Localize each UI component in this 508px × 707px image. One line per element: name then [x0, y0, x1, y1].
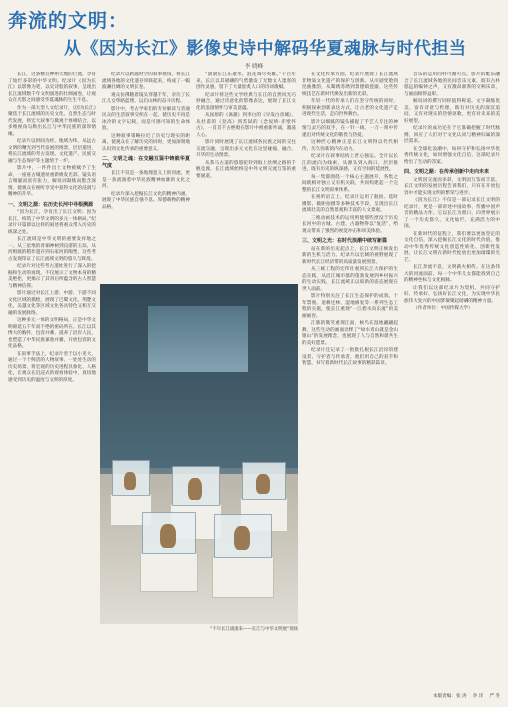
paragraph: 这种多元一体的文明格局，正是中华文明绵延五千年而不绝的密码所在。长江以其博大的胸怀，包容并蓄，滋养了沿岸人民，也塑造了中华民族兼收并蓄、开放包容的文化品格。 [8, 318, 96, 349]
paragraph: 在全球化浪潮中，如何守护和弘扬中华优秀传统文化，如何增强文化自信，这部纪录片给出了生动的答案。 [404, 146, 500, 165]
photo-artifact [234, 526, 250, 550]
paragraph: 从三峡工程的宏伟壮观到长江大保护的生态实践，从沿江城市群的蓬勃发展到乡村振兴的生动实践，长江流域正以崭新的姿态展现在世人面前。 [302, 267, 398, 292]
paragraph: 文明因交流而多彩，文明因互鉴而丰富。长江文明的发展历程告诉我们，只有在开放包容中才能实现文明的繁荣与进步。 [404, 177, 500, 196]
paragraph: 这种匠心精神正是长江文明得以代代相传、历久弥新的内在动力。 [302, 140, 398, 152]
paragraph: 纪录片还记录了一批批扎根长江沿岸的建设者、守护者与传承者，他们用自己的双手和智慧，书写着新时代长江故事的精彩篇章。 [302, 348, 398, 366]
article-column-5 [404, 72, 500, 632]
paragraph: 纪录片以时间为经、地域为纬，从远古文明的曙光到当代发展的图景，层层递进，将长江流域的考古发现、文化遗产、民族交融与生态保护等主题熔于一炉。 [8, 139, 96, 164]
paragraph: 在叙事手法上，纪录片善于以小见大，通过一个个鲜活的人物故事、一处处生动的历史场景，将宏观的历史进程具象化、人格化，让观众在沉浸式的观看体验中，真切地感受到历史的温度与文明的厚度。 [8, 351, 96, 383]
article-header [0, 0, 508, 68]
article-column-1 [8, 72, 96, 700]
paragraph: “滚滚长江东逝水，浪花淘尽英雄。”千百年来，长江以其磅礴的气势激发了无数文人墨客的创作灵感，留下了大量脍炙人口的诗词歌赋。 [196, 72, 296, 90]
paragraph: 在新时代的征程上，我们要以更加坚定的文化自信，深入挖掘长江文化的时代价值，推动中华优秀传统文化创造性转化、创新性发展，让长江文明在新时代绽放出更加璀璨的光芒。 [404, 231, 500, 263]
paragraph: “因为长江，孕育出了长江文明；因为长江，构筑了中华文明的多元一体格局。”纪录片开篇即以这样的叙述将观众带入历史的纵深之处。 [8, 210, 96, 235]
article-column-2 [102, 72, 190, 282]
paragraph: 影片中，一件件出土文物被赋予了生命，一座座古城遗址重新焕发光彩。镜头语言细腻而富有张力，解说词凝练而饱含深情，使观众在视听享受中获得文化的浸润与精神的升华。 [8, 166, 96, 197]
paragraph: 纪录片在叙事结构上匠心独运。全片以长江的流向为线索，从源头到入海口，层层推进，既有历史的纵深感，又有空间的延展性。 [302, 154, 398, 172]
section-heading: 三、文明之光：在时代浪潮中续写新篇 [302, 238, 388, 244]
photo-artifact [124, 472, 136, 490]
photo-artifact [188, 478, 202, 500]
photo-display-base [212, 556, 274, 598]
paragraph: 作为一部大型人文纪录片，《因为长江》聚焦于长江流域的历史文化、自然生态与时代发展，将宏大叙事与微观个体相结合，以多维视角勾勒出长江与中华民族的深厚情缘。 [8, 105, 96, 137]
paragraph: 《因为长江》不仅是一部记录长江文明的纪录片，更是一部讲述中国故事、传播中国声音的精品力作。它以长江为窗口，向世界展示了一个历史悠久、文化灿烂、充满活力的中国。 [404, 198, 500, 229]
paragraph: 长江奔流不息，文明薪火相传。在这条伟大的河流面前，每一个中华儿女都能找到自己的精神坐标与文化根脉。 [404, 265, 500, 283]
paragraph: 影片中，考古学家们的专业解读与普通民众的生活叙事交织在一起，使历史不再是冰冷的文字记载，而是可感可知的生命体验。 [102, 106, 190, 131]
headline-subtitle: 从《因为长江》影像史诗中解码华夏魂脉与时代担当 [64, 39, 467, 59]
paragraph: 纪录片将这些文学经典与长江的自然风光巧妙融合，通过诗意化的影像表达，展现了长江文化的浪漫情怀与审美意蕴。 [196, 92, 296, 111]
paragraph: 从茶马古道的悠悠驼铃到海上丝绸之路的千帆竞渡，长江流域始终是中外文明交流互鉴的重要通道。 [196, 160, 296, 179]
paragraph: 影片同时展现了长江流域各民族之间的交往交流交融，呈现出多元文化在这里碰撞、融合、升华的生动图景。 [196, 140, 296, 158]
paragraph: 观众仿佛随着镜头穿越千年，亲历了长江儿女筚路蓝缕、以启山林的奋斗历程。 [102, 92, 190, 104]
paragraph: 从屈原的《离骚》到李白的《早发白帝城》，从杜甫的《登高》到苏轼的《念奴娇·赤壁怀古》，一首首千古绝唱在影片中被重新吟诵，激荡人心。 [196, 113, 296, 138]
photo-artifact [256, 474, 270, 494]
author-byline: 李 晓峰 [244, 64, 264, 70]
paragraph: 江豚的微笑重现江面，候鸟在湿地翩翩起舞，这些生动的画面诠释了“绿水青山就是金山银山”的发展理念，也展现了人与自然和谐共生的美好愿景。 [302, 321, 398, 346]
photo-artifact [160, 524, 176, 548]
paragraph: 纪录片深入挖掘长江文化的精神内涵，展现了中华民族自强不息、厚德载物的精神品格。 [102, 191, 190, 210]
paragraph: 这种叙事策略拉近了历史与现实的距离，使观众在了解历史的同时，更加深刻地认识到文化传承的重要意义。 [102, 133, 190, 152]
section-heading: 二、文明之魂：在交融互鉴中铸就华夏气度 [102, 156, 190, 169]
paragraph: 在视听语言上，纪录片运用了航拍、延时摄影、微距拍摄等多种技术手段，呈现出长江流域壮美的自然景观和丰富的人文景观。 [302, 195, 398, 213]
editor-credits: 本版责编：张 涛 李 洋 严 冬 [432, 694, 500, 699]
paragraph: 在文化传承方面，纪录片展现了长江流域非物质文化遗产的保护与创新。从川剧变脸到昆曲雅韵，从蜀绣苏绣到景德镇瓷器，这些传统技艺在新时代焕发出新的光彩。 [302, 72, 398, 97]
paragraph: 影片特别关注了长江生态保护的成效。十年禁渔、退耕还林、湿地修复等一系列生态工程的实施，使长江重现“一江碧水向东流”的美丽画卷。 [302, 294, 398, 319]
photo-caption: “不尽长江滚滚来——长江与中华文明展”现场 [210, 627, 298, 632]
paragraph: 年轻一代的传承人们在坚守传统的同时，积极探索创新表达方式，让古老的文化遗产走进现代生活，走向世界舞台。 [302, 99, 398, 117]
paragraph: 让我们以这部纪录片为契机，共同守护好、传承好、弘扬好长江文化，为实现中华民族伟大复兴的中国梦凝聚起磅礴的精神力量。 [404, 285, 500, 304]
paragraph: 影片以细腻的镜头捕捉了手艺人专注的神情与灵巧的双手，在一针一线、一刀一刻中传递出对传统文化的敬畏与热爱。 [302, 119, 398, 138]
paragraph: （作者单位：中国传媒大学） [413, 306, 473, 311]
paragraph: 长江流域是中华文明的重要发祥地之一。从三星堆的青铜神树到良渚的玉琮，从河姆渡的稻作遗存到石家河的陶塑，这些考古发现印证了长江流域文明的悠久与辉煌。 [8, 237, 96, 262]
headline-main: 奔流的文明： [8, 10, 129, 32]
paragraph: 三维动画技术的运用则使那些湮没于历史长河中的古城、古建、古器物得以“复活”，给观众带来了强烈的视觉冲击和审美体验。 [302, 215, 398, 234]
paragraph: 纪录片的成功还在于它准确把握了时代脉搏，回应了人们对于文化认同与精神归属的深层需求。 [404, 126, 500, 144]
paragraph: 音乐的运用同样可圈可点。影片的配乐融合了长江流域各地的民间音乐元素，既有古朴悠远的编钟之声，又有激昂澎湃的交响乐章，与画面相得益彰。 [404, 72, 500, 97]
paragraph: 影片通过对长江上游、中游、下游不同文化区域的描绘，展现了巴蜀文化、荆楚文化、吴越文化等区域文化各具特色又相互交融的发展脉络。 [8, 291, 96, 316]
paragraph: 纪录片以跨越时空的叙事视角，将长江流域各地的文化遗存串联起来，构成了一幅波澜壮阔的文明长卷。 [102, 72, 190, 90]
paragraph: 纪录片对这些考古遗址进行了深入的挖掘和生动的再现，不仅展示了文物本身的精美绝伦，更揭示了其背后所蕴含的古人智慧与精神信仰。 [8, 264, 96, 289]
exhibition-photo [100, 284, 298, 624]
article-column-4 [302, 72, 398, 632]
paragraph: 站在新的历史起点上，长江文明正焕发出新的生机与活力。纪录片以宏阔的视野展现了新时代长江经济带的高质量发展图景。 [302, 246, 398, 265]
paragraph: 长江不仅是一条地理意义上的河流，更是一条流淌着中华民族精神血脉的文化之河。 [102, 171, 190, 189]
article-column-3 [196, 72, 296, 282]
paragraph: 解说词的撰写同样值得称道。文字凝练优美，富有诗意与哲理，既有对历史的深沉追问，又有对现实的热情讴歌，更有对未来的美好展望。 [404, 99, 500, 124]
photo-display-base [140, 552, 198, 592]
paragraph: 长江，这条横亘神州大地的巨流，孕育了灿烂多彩的中华文明。纪录片《因为长江》以影像为笔，以史诗般的叙事，呈现出长江流域数千年文明演进的壮阔画卷，让观众在光影之间感受华夏魂脉的生生不息。 [8, 72, 96, 103]
paragraph: 每一集都围绕一个核心主题展开，各集之间既相对独立又有机关联，共同构建起一个完整的长江文明叙事体系。 [302, 174, 398, 193]
section-heading: 四、文明之路：在传承创新中走向未来 [404, 169, 490, 175]
photo-exhibit-banner [148, 306, 248, 372]
section-heading: 一、文明之源：在历史长河中寻根溯源 [8, 201, 94, 208]
